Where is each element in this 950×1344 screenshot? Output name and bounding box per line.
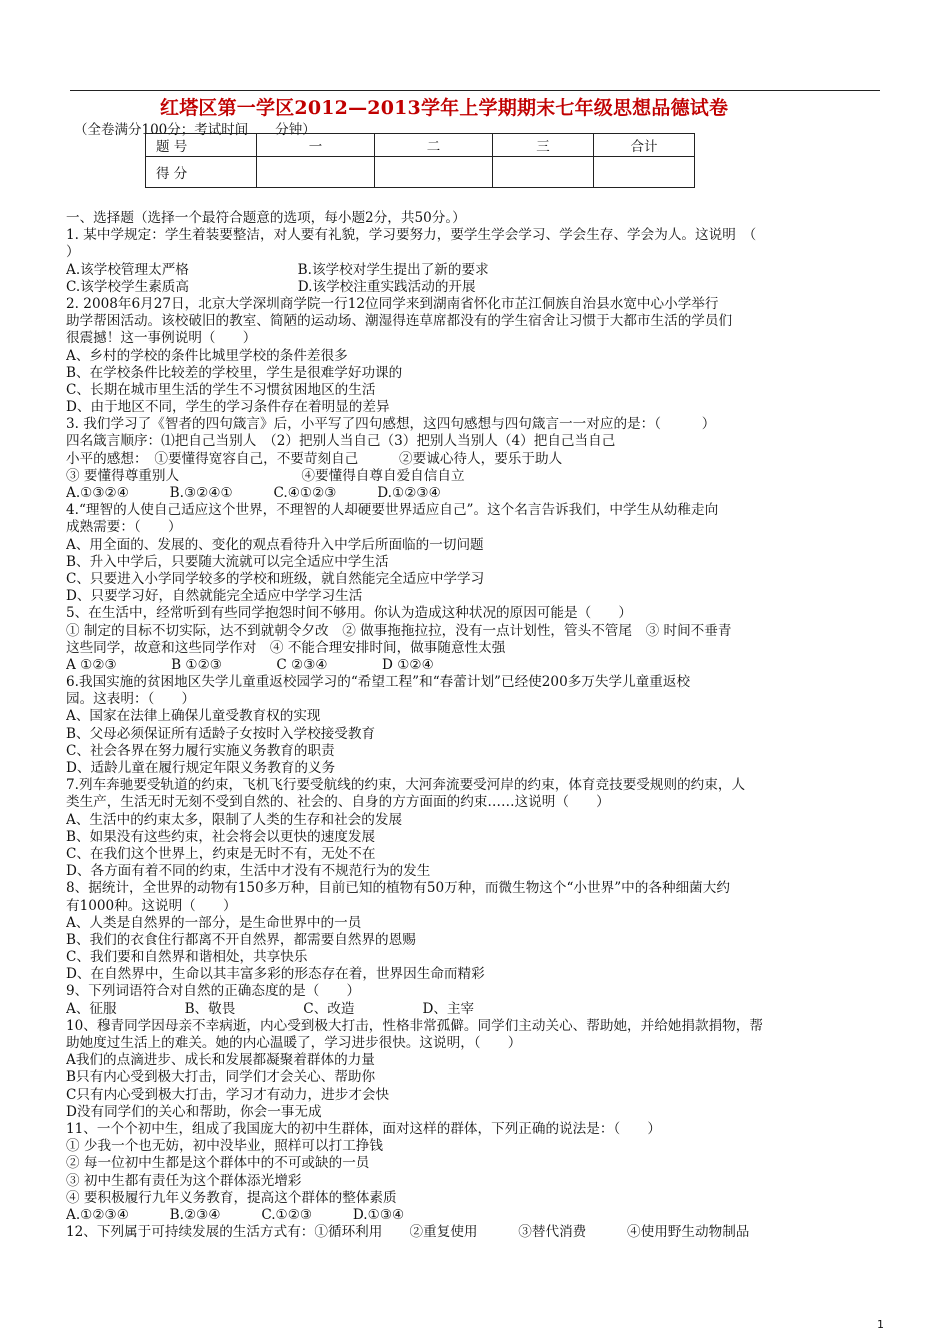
text-line: C、在我们这个世界上，约束是无时不有，无处不在 [66,845,376,862]
text-line: ① 制定的目标不切实际，达不到就朝令夕改 ② 做事拖拖拉拉，没有一点计划性，管头不管尾 ③ 时间不垂青 [66,622,732,639]
text-line: 园。这表明：（ ） [66,691,196,708]
score-cell: 二 [375,134,493,157]
score-table [145,133,695,188]
text-line: D、各方面有着不同的约束，生活中才没有不规范行为的发生 [66,863,431,880]
score-table-header-row [146,134,695,157]
text-line: ④ 要积极履行九年义务教育，提高这个群体的整体素质 [66,1189,397,1206]
text-line: 11、一个个初中生，组成了我国庞大的初中生群体，面对这样的群体，下列正确的说法是：（ ） [66,1120,662,1137]
text-line: 9、下列词语符合对自然的正确态度的是（ ） [66,983,361,1000]
text-line: 助学帮困活动。该校破旧的教室、简陋的运动场、潮湿得连草席都没有的学生宿舍让习惯于大都市生活的学员们 [66,313,733,330]
text-line: A、人类是自然界的一部分，是生命世界中的一员 [66,914,362,931]
text-line: 小平的感想： ①要懂得宽容自己，不要苛刻自己 ②要诚心待人，要乐于助人 [66,450,563,467]
text-line: C、社会各界在努力履行实施义务教育的职责 [66,742,335,759]
score-cell [594,157,695,188]
score-cell [493,157,594,188]
text-line: A ①②③ B ①②③ C ②③④ D ①②④ [66,656,434,673]
text-line: ③ 初中生都有责任为这个群体添光增彩 [66,1172,302,1189]
text-line: B、父母必须保证所有适龄子女按时入学校接受教育 [66,725,376,742]
text-line: 4.“理智的人使自己适应这个世界，不理智的人却硬要世界适应自己”。这个名言告诉我们，中学生从幼稚走向 [66,502,719,519]
text-line: B、升入中学后，只要随大流就可以完全适应中学生活 [66,553,389,570]
text-line: ② 每一位初中生都是这个群体中的不可或缺的一员 [66,1155,370,1172]
text-line: A.①③②④ B.③②④① C.④①②③ D.①②③④ [66,485,441,501]
text-line: D、由于地区不同，学生的学习条件存在着明显的差异 [66,399,390,416]
text-line: 四名箴言顺序：⑴把自己当别人 （2）把别人当自己（3）把别人当别人（4）把自己当自己 [66,433,616,450]
text-line: A我们的点滴进步、成长和发展都凝聚着群体的力量 [66,1052,375,1069]
text-line: D、适龄儿童在履行规定年限义务教育的义务 [66,760,336,776]
text-line: C.该学校学生素质高 D.该学校注重实践活动的开展 [66,278,476,295]
text-line: 10、穆青同学因母亲不幸病逝，内心受到极大打击，性格非常孤僻。同学们主动关心、帮助她，并给她捐款捐物，帮 [66,1017,763,1034]
text-line: ① 少我一个也无妨，初中没毕业，照样可以打工挣钱 [66,1138,383,1155]
text-line: 助她度过生活上的难关。她的内心温暖了，学习进步很快。这说明，（ ） [66,1035,522,1051]
text-line: 5、在生活中，经常听到有些同学抱怨时间不够用。你认为造成这种状况的原因可能是（ ） [66,605,632,622]
text-line: A、用全面的、发展的、变化的观点看待升入中学后所面临的一切问题 [66,536,484,553]
score-cell: 一 [257,134,375,157]
text-line: 7.列车奔驰要受轨道的约束，飞机飞行要受航线的约束，大河奔流要受河岸的约束，体育竞技要受规则的约束，人 [66,777,746,794]
page-title: 红塔区第一学区2012—2013学年上学期期末七年级思想品德试卷 [160,97,729,119]
score-cell [257,157,375,188]
score-cell: 得 分 [146,157,257,188]
text-line: 这些同学，故意和这些同学作对 ④ 不能合理安排时间，做事随意性太强 [66,639,506,656]
text-line: D、只要学习好，自然就能完全适应中学学习生活 [66,588,363,605]
text-line: 成熟需要：（ ） [66,519,182,536]
questions-body [66,210,886,1241]
text-line: A、国家在法律上确保儿童受教育权的实现 [66,708,321,725]
text-line: B只有内心受到极大打击，同学们才会关心、帮助你 [66,1069,376,1086]
text-line: 12、下列属于可持续发展的生活方式有：①循环利用 ②重复使用 ③替代消费 ④使用野生动物制品 [66,1224,750,1241]
text-line: B、在学校条件比较差的学校里，学生是很难学好功课的 [66,364,403,381]
score-cell [375,157,493,188]
text-line: D没有同学们的关心和帮助，你会一事无成 [66,1103,322,1120]
text-line: 2. 2008年6月27日，北京大学深圳商学院一行12位同学来到湖南省怀化市芷江侗族自治县水宽中心小学举行 [66,295,719,312]
text-line: C、长期在城市里生活的学生不习惯贫困地区的生活 [66,381,376,398]
text-line: C、只要进入小学同学较多的学校和班级，就自然能完全适应中学学习 [66,570,485,587]
score-cell: 合计 [594,134,695,157]
text-line: ） [66,244,80,261]
text-line: C只有内心受到极大打击，学习才有动力，进步才会快 [66,1086,390,1103]
text-line: A、生活中的约束太多，限制了人类的生存和社会的发展 [66,811,403,828]
text-line: 一、选择题（选择一个最符合题意的选项，每小题2分，共50分。） [66,210,466,226]
text-line: 有1000种。这说明（ ） [66,897,237,914]
text-line: B、我们的衣食住行都离不开自然界，都需要自然界的恩赐 [66,931,416,948]
text-line: A、乡村的学校的条件比城里学校的条件差很多 [66,347,348,364]
text-line: A.①②③④ B.②③④ C.①②③ D.①③④ [66,1206,405,1223]
text-line: ③ 要懂得尊重别人 ④要懂得自尊自爱自信自立 [66,467,465,484]
text-line: B、如果没有这些约束，社会将会以更快的速度发展 [66,828,376,845]
text-line: 3. 我们学习了《智者的四句箴言》后，小平写了四句感想，这四句感想与四句箴言一一对应的是：（ ） [66,416,716,433]
header-rule [70,90,880,91]
text-line: A、征服 B、敬畏 C、改造 D、主宰 [66,1000,475,1017]
text-line: C、我们要和自然界和谐相处，共享快乐 [66,949,308,966]
score-cell: 题 号 [146,134,257,157]
score-table-score-row [146,157,695,188]
score-cell: 三 [493,134,594,157]
text-line: 8、据统计，全世界的动物有150多万种，目前已知的植物有50万种，而微生物这个“小世界”中的各种细菌大约 [66,880,730,897]
text-line: D、在自然界中，生命以其丰富多彩的形态存在着，世界因生命而精彩 [66,966,485,983]
text-line: 很震撼！这一事例说明（ ） [66,330,257,347]
text-line: 6.我国实施的贫困地区失学儿童重返校园学习的“希望工程”和“春蕾计划”已经使200多万失学儿童重返校 [66,674,691,691]
text-line: 1. 某中学规定：学生着装要整洁，对人要有礼貌，学习要努力，要学生学会学习、学会生存、学会为人。这说明 （ [66,227,757,244]
text-line: A.该学校管理太严格 B.该学校对学生提出了新的要求 [66,261,489,278]
text-line: 类生产，生活无时无刻不受到自然的、社会的、自身的方方面面的约束……这说明（ ） [66,794,610,811]
exam-info: （全卷满分100分；考试时间 分钟） [74,122,316,138]
page-number: 1 [877,1318,884,1331]
